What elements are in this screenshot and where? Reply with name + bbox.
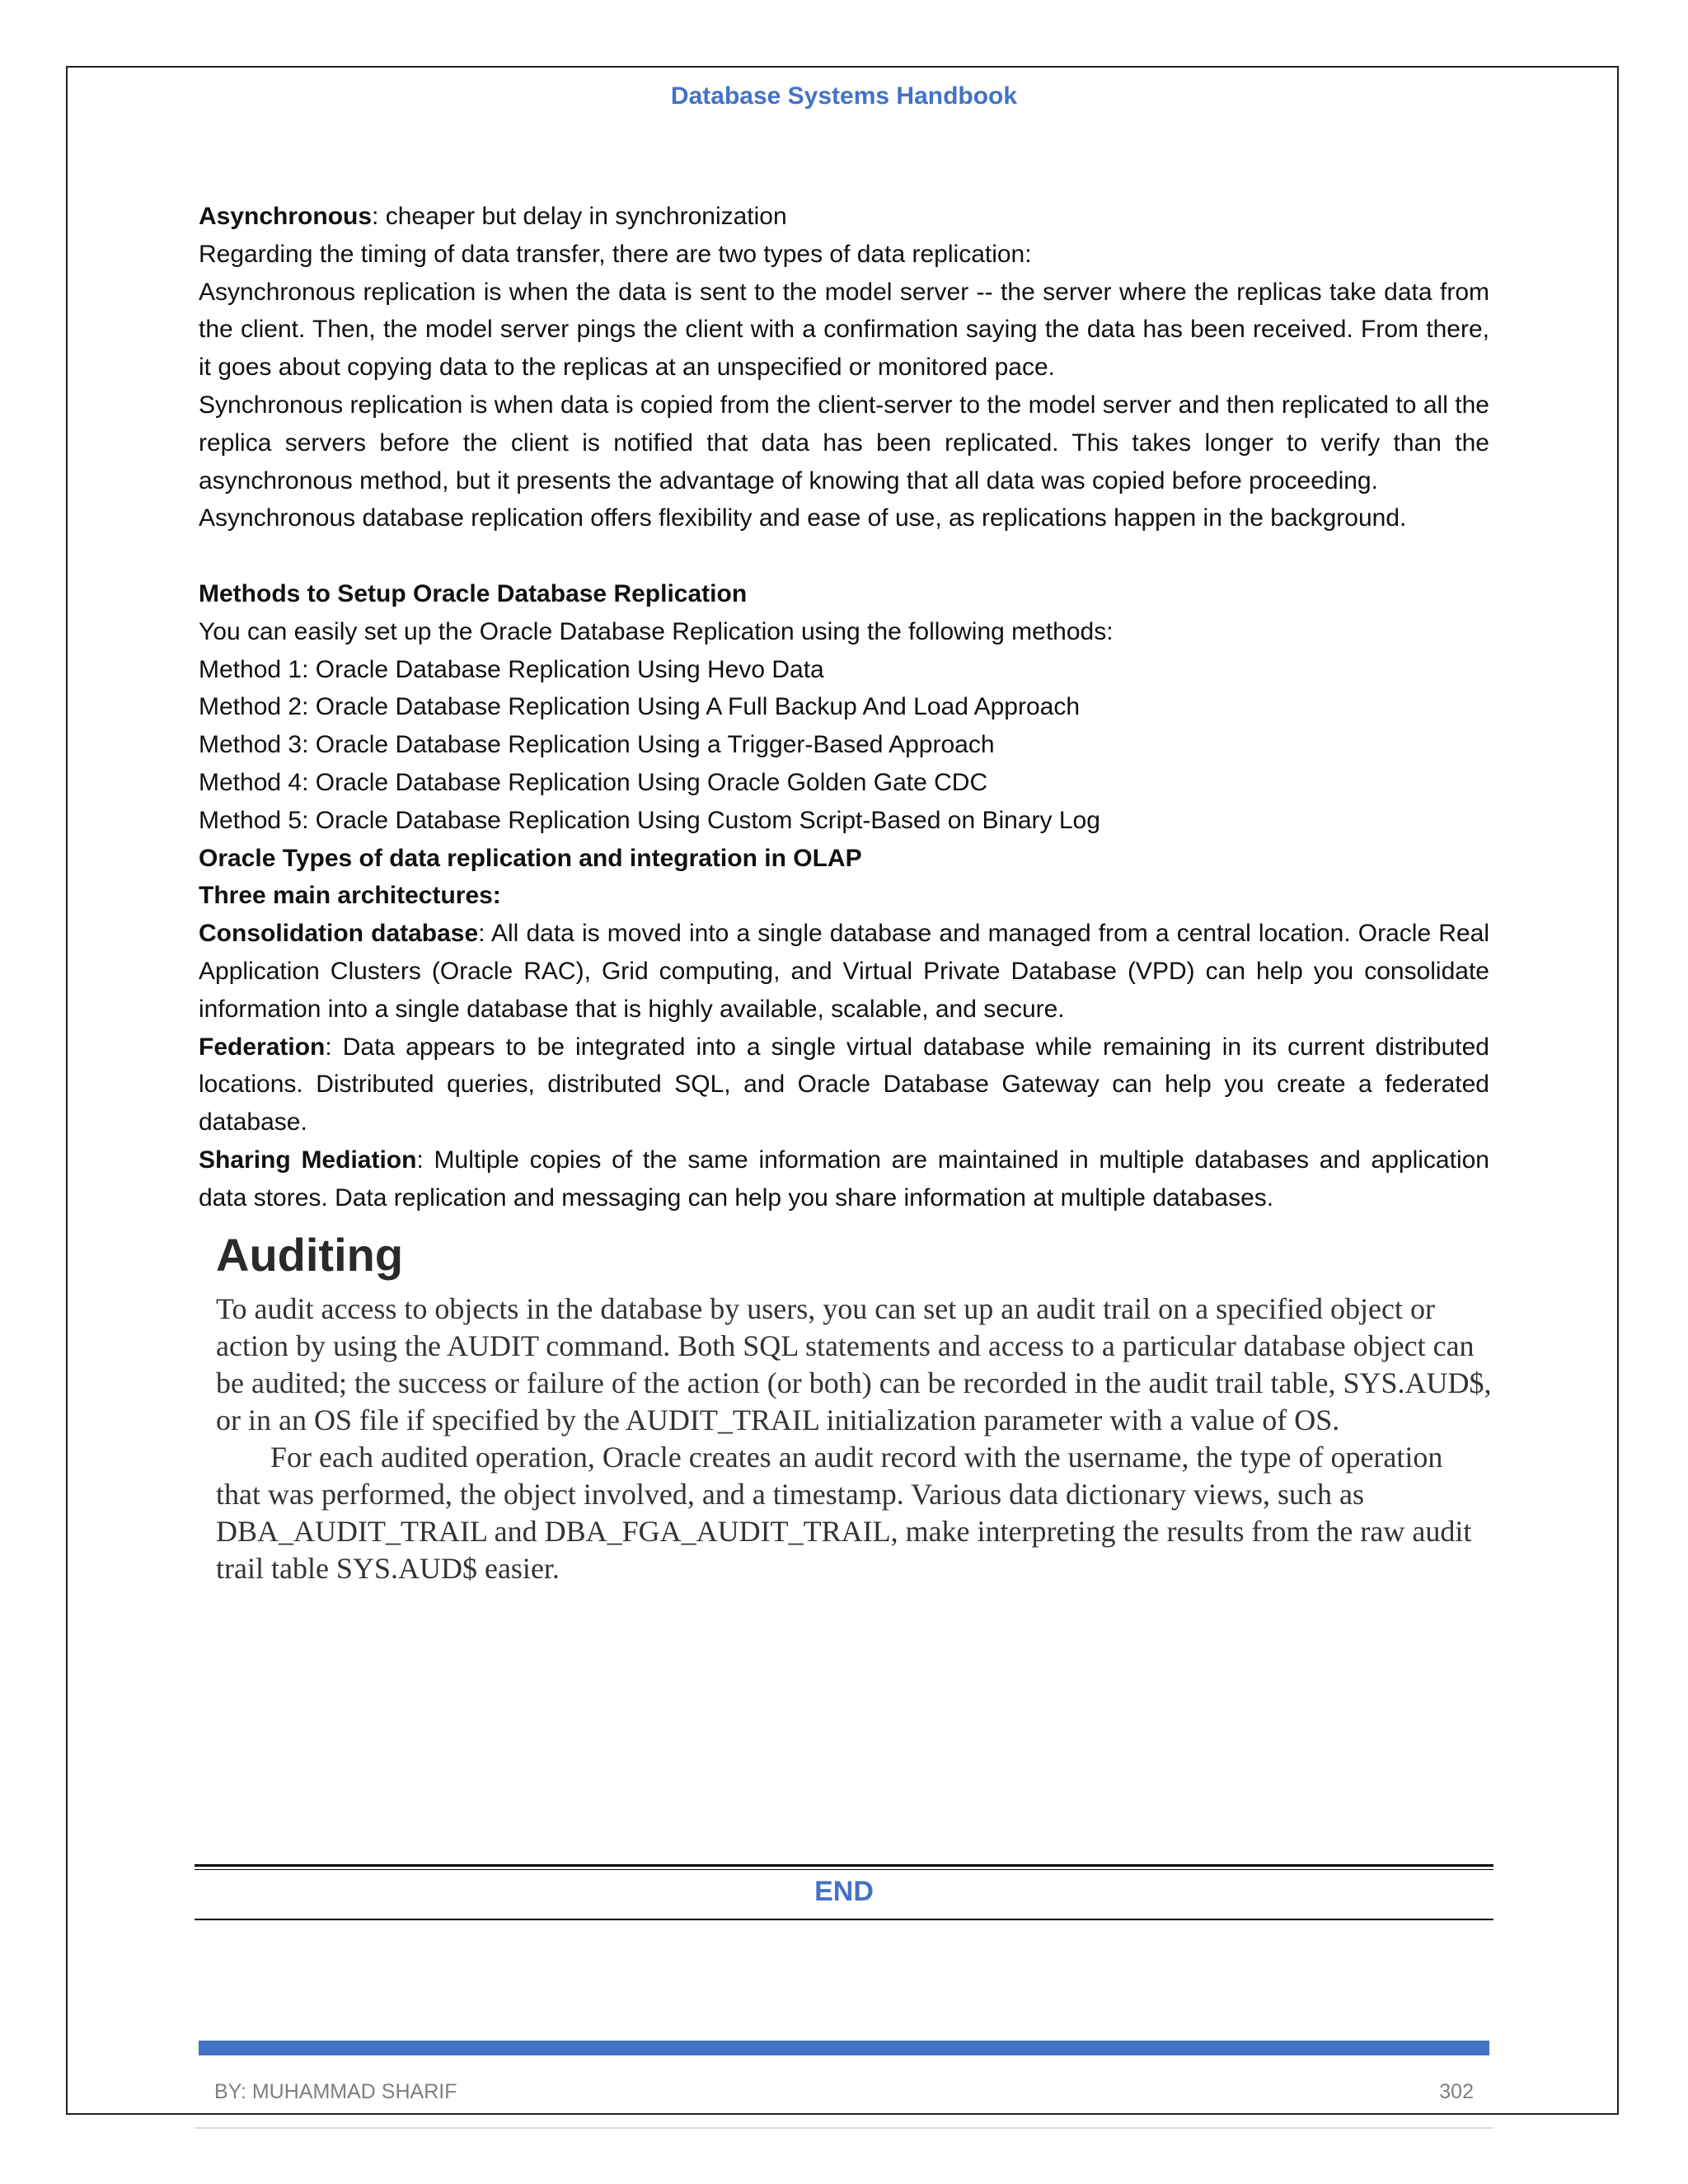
sync-replication-paragraph: Synchronous replication is when data is copied from the client-server to the model server and then replicated to all the replica servers before the client is notified that data has been replicated. This takes longer to verify than the asynchronous method, but it presents the advantage of knowing that all data was copied before proceeding. [199,391,1489,494]
main-content [199,198,1489,1217]
olap-heading: Oracle Types of data replication and integration in OLAP [199,844,862,872]
consolidation-term: Consolidation database [199,920,479,948]
sharing-description: : Multiple copies of the same information are maintained in multiple databases and application data stores. Data replication and messaging can help you share information at multiple databases. [199,1146,1489,1212]
methods-heading: Methods to Setup Oracle Database Replication [199,579,748,607]
method-item: Method 4: Oracle Database Replication Using Oracle Golden Gate CDC [199,768,988,796]
auditing-heading: Auditing [216,1229,404,1281]
async-db-replication-paragraph: Asynchronous database replication offers flexibility and ease of use, as replications happen in the background. [199,504,1407,532]
timing-intro: Regarding the timing of data transfer, there are two types of data replication: [199,240,1032,268]
async-replication-paragraph: Asynchronous replication is when the data is sent to the model server -- the server where the replicas take data from the client. Then, the model server pings the client with a confirmation saying the data has been received. From there, it goes about copying data to the replicas at an unspecified or monitored pace. [199,278,1489,382]
method-item: Method 3: Oracle Database Replication Using a Trigger-Based Approach [199,731,995,759]
auditing-paragraph-2: For each audited operation, Oracle creates an audit record with the username, the type of operation that was performed, the object involved, and a timestamp. Various data dictionary views, such as DBA_AUDIT_TRAIL and DBA_FGA_AUDIT_TRAIL, make interpreting the results from the raw audit trail table SYS.AUD$ easier. [216,1441,1472,1585]
end-divider-top-thin [195,1869,1493,1870]
federation-description: : Data appears to be integrated into a single virtual database while remaining in its current distributed locations. Distributed queries, distributed SQL, and Oracle Database Gateway can help you create a federated database. [199,1033,1489,1137]
consolidation-paragraph [199,915,1489,1028]
federation-paragraph [199,1029,1489,1141]
sharing-term: Sharing Mediation [199,1146,417,1174]
auditing-excerpt [216,1226,1493,1587]
sharing-paragraph [199,1141,1489,1217]
method-item: Method 5: Oracle Database Replication Using Custom Script-Based on Binary Log [199,806,1100,834]
footer-divider [195,2127,1493,2129]
async-definition [199,198,1489,236]
end-divider-top [195,1864,1493,1867]
spacer [199,537,1489,575]
footer-author: BY: MUHAMMAD SHARIF [214,2080,457,2103]
federation-term: Federation [199,1033,326,1061]
footer-page-number: 302 [1439,2080,1474,2103]
method-item: Method 2: Oracle Database Replication Using A Full Backup And Load Approach [199,693,1080,721]
end-divider-bottom [195,1919,1493,1920]
page-header-title: Database Systems Handbook [670,82,1018,110]
consolidation-description: : All data is moved into a single database and managed from a central location. Oracle Real Application Clusters (Oracle RAC), Grid computing, and Virtual Private Database (VPD) can help you consolidate information into a single database that is highly available, scalable, and secure. [199,920,1489,1023]
auditing-paragraph-1: To audit access to objects in the database by users, you can set up an audit trail on a specified object or action by using the AUDIT command. Both SQL statements and access to a particular database object can be audited; the success or failure of the action (or both) can be recorded in the audit trail table, SYS.AUD$, or in an OS file if specified by the AUDIT_TRAIL initialization parameter with a value of OS. [216,1292,1492,1436]
architectures-heading: Three main architectures: [199,882,501,910]
method-item: Method 1: Oracle Database Replication Using Hevo Data [199,655,824,683]
async-term: Asynchronous [199,203,373,230]
methods-intro: You can easily set up the Oracle Database Replication using the following methods: [199,617,1114,645]
end-label: END [814,1876,874,1907]
async-description: : cheaper but delay in synchronization [372,203,787,230]
footer-accent-bar [199,2041,1489,2055]
